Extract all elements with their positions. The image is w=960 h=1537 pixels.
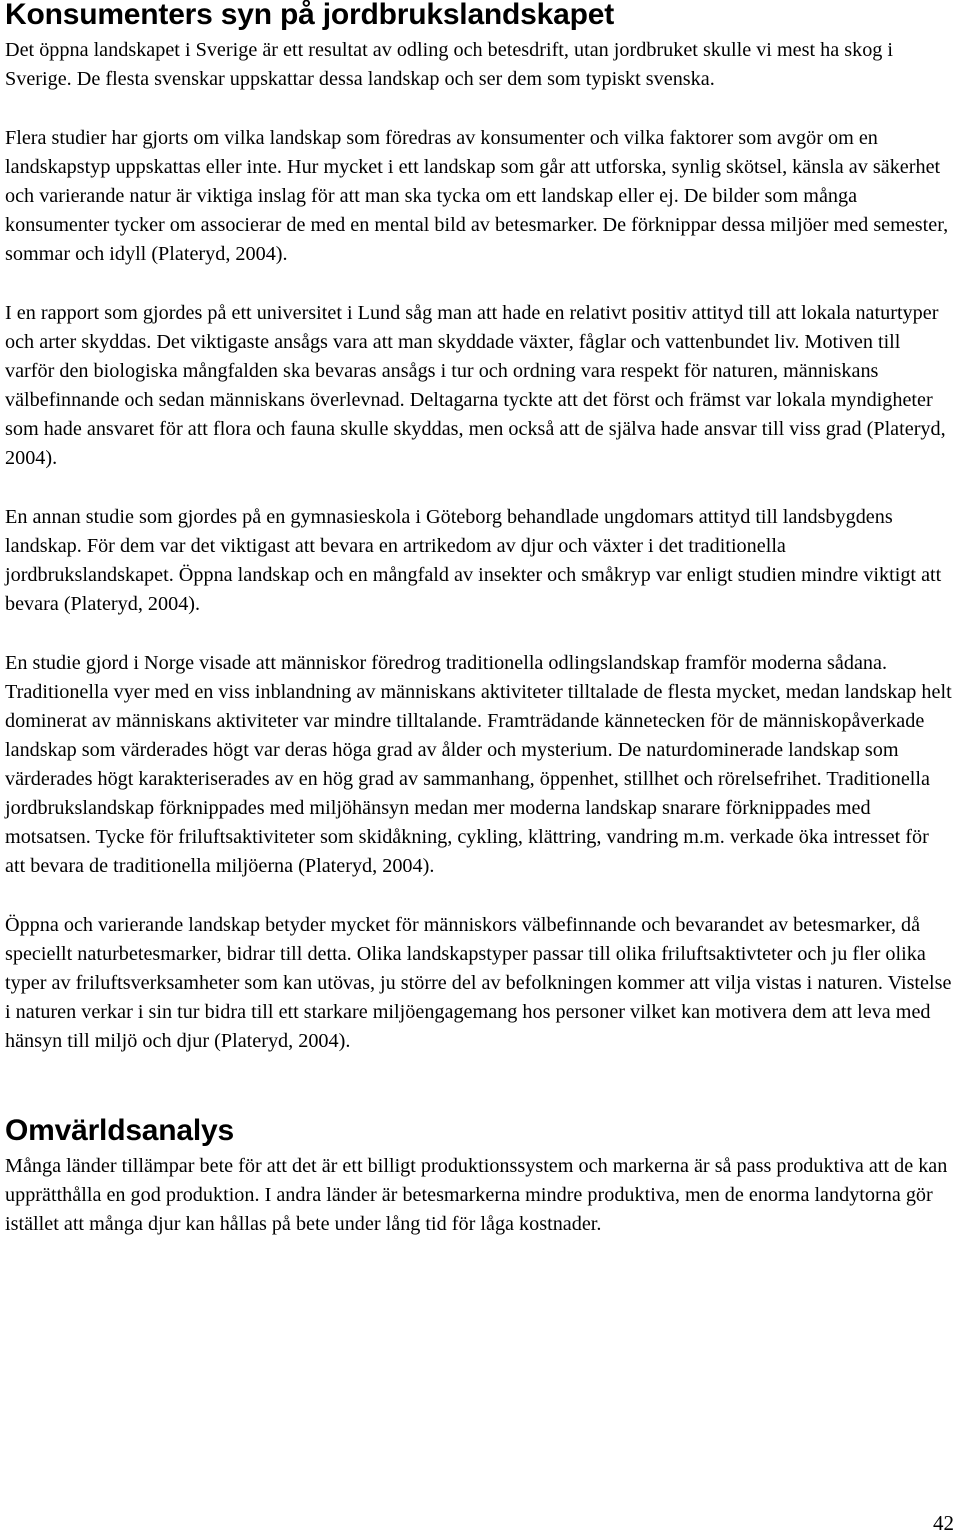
section-heading-omvarldsanalys: Omvärldsanalys [5,1114,234,1147]
document-page [5,0,953,1239]
section-heading-konsumenters-syn: Konsumenters syn på jordbrukslandskapet [5,0,615,31]
paragraph: Många länder tillämpar bete för att det är ett billigt produktionssystem och markerna är så pass produktiva att de kan upprätthålla en god produktion. I andra länder är betesmarkerna mindre produktiva, men de enorma landytorna gör istället att många djur kan hållas på bete under lång tid för låga kostnader. [5,1155,948,1235]
paragraph: Öppna och varierande landskap betyder mycket för människors välbefinnande och bevarandet av betesmarker, då speciellt naturbetesmarker, bidrar till detta. Olika landskapstyper passar till olika friluftsaktivteter och ju fler olika typer av friluftsverksamheter som kan utövas, ju större del av befolkningen kommer att vilja vistas i naturen. Vistelse i naturen verkar i sin tur bidra till ett starkare miljöengagemang hos personer vilket kan motivera dem att leva med hänsyn till miljö och djur (Plateryd, 2004). [5,914,952,1052]
paragraph: Flera studier har gjorts om vilka landskap som föredras av konsumenter och vilka faktorer som avgör om en landskapstyp uppskattas eller inte. Hur mycket i ett landskap som går att utforska, synlig skötsel, känsla av säkerhet och varierande natur är viktiga inslag för att man ska tycka om ett landskap eller ej. De bilder som många konsumenter tycker om associerar de med en mental bild av betesmarker. De förknippar dessa miljöer med semester, sommar och idyll (Plateryd, 2004). [5,127,949,265]
paragraph: I en rapport som gjordes på ett universitet i Lund såg man att hade en relativt positiv attityd till att lokala naturtyper och arter skyddas. Det viktigaste ansågs vara att man skyddade växter, fåglar och vattenbundet liv. Motiven till varför den biologiska mångfalden ska bevaras ansågs i tur och ordning vara respekt för naturen, människans välbefinnande och sedan människans överlevnad. Deltagarna tyckte att det först och främst var lokala myndigheter som hade ansvaret för att flora och fauna skulle skyddas, men också att de själva hade ansvar till viss grad (Plateryd, 2004). [5,302,946,469]
paragraph: En studie gjord i Norge visade att människor föredrog traditionella odlingslandskap framför moderna sådana. Traditionella vyer med en viss inblandning av människans aktiviteter tilltalade de flesta mycket, medan landskap helt dominerat av människans aktiviteter var mindre tilltalande. Framträdande kännetecken för de människopåverkade landskap som värderades högt var deras höga grad av ålder och mysterium. De naturdominerade landskap som värderades högt karakteriserades av en hög grad av sammanhang, öppenhet, stillhet och rörelsefrihet. Traditionella jordbrukslandskap förknippades med miljöhänsyn medan mer moderna landskap snarare förknippades med motsatsen. Tycke för friluftsaktiviteter som skidåkning, cykling, klättring, vandring m.m. verkade öka intresset för att bevara de traditionella miljöerna (Plateryd, 2004). [5,652,952,877]
paragraph: Det öppna landskapet i Sverige är ett resultat av odling och betesdrift, utan jordbruket skulle vi mest ha skog i Sverige. De flesta svenskar uppskattar dessa landskap och ser dem som typiskt svenska. [5,39,894,90]
paragraph: En annan studie som gjordes på en gymnasieskola i Göteborg behandlade ungdomars attityd till landsbygdens landskap. För dem var det viktigast att bevara en artrikedom av djur och växter i det traditionella jordbrukslandskapet. Öppna landskap och en mångfald av insekter och småkryp var enligt studien mindre viktigt att bevara (Plateryd, 2004). [5,506,942,615]
page-number: 42 [933,1511,954,1535]
